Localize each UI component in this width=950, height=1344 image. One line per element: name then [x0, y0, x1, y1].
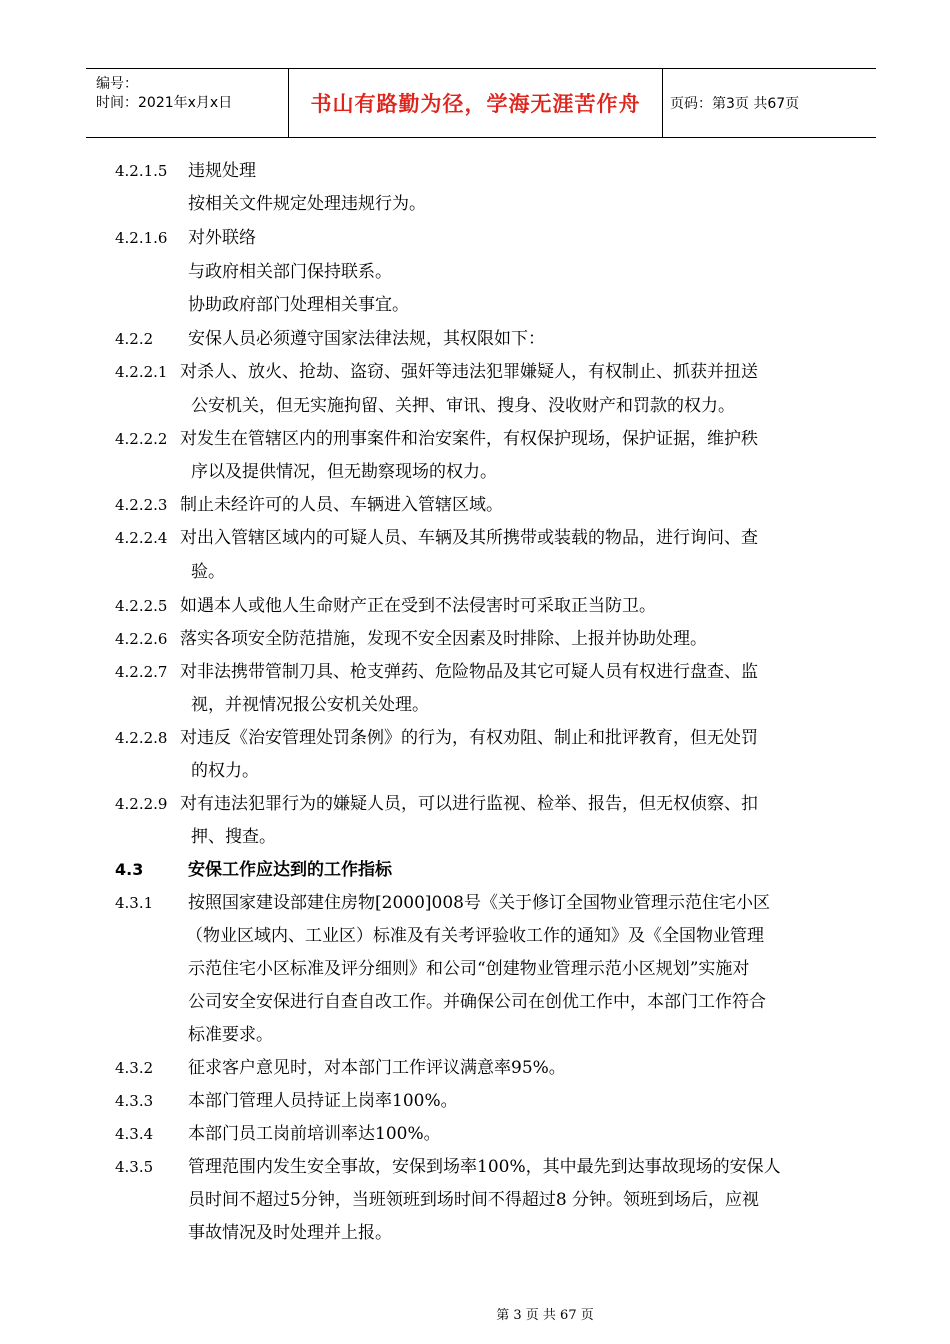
item-text: 对非法携带管制刀具、枪支弹药、危险物品及其它可疑人员有权进行盘查、监 [180, 662, 758, 682]
header-motto: 书山有路勤为径，学海无涯苦作舟 [288, 69, 663, 137]
footer-page-number: 第 3 页 共 67 页 [496, 1308, 594, 1323]
time-label: 时间：2021年x月x日 [96, 95, 233, 111]
item-text: 本部门管理人员持证上岗率100%。 [188, 1091, 458, 1111]
item-continuation: 视，并视情况报公安机关处理。 [191, 695, 429, 715]
item-number: 4.2.2.6 [115, 630, 168, 648]
section-heading: 安保工作应达到的工作指标 [188, 860, 392, 880]
item-text: 对杀人、放火、抢劫、盗窃、强奸等违法犯罪嫌疑人，有权制止、抓获并扭送 [180, 362, 758, 382]
item-number: 4.2.2.1 [115, 363, 168, 381]
item-text: 落实各项安全防范措施，发现不安全因素及时排除、上报并协助处理。 [180, 629, 707, 649]
item-text: 制止未经许可的人员、车辆进入管辖区域。 [180, 495, 503, 515]
item-number: 4.3.4 [115, 1125, 154, 1143]
item-text: 本部门员工岗前培训率达100%。 [188, 1124, 441, 1144]
item-continuation: 事故情况及时处理并上报。 [188, 1223, 392, 1243]
item-continuation: 示范住宅小区标准及评分细则》和公司“创建物业管理示范小区规划”实施对 [188, 959, 750, 979]
item-number: 4.3.1 [115, 894, 154, 912]
page-header [86, 68, 876, 138]
item-text: 对发生在管辖区内的刑事案件和治安案件，有权保护现场，保护证据，维护秩 [180, 429, 758, 449]
item-number: 4.2.2.8 [115, 729, 168, 747]
item-continuation: （物业区域内、工业区）标准及有关考评验收工作的通知》及《全国物业管理 [186, 926, 764, 946]
section-heading: 违规处理 [188, 161, 256, 181]
item-number: 4.3.5 [115, 1158, 154, 1176]
item-text: 按照国家建设部建住房物[2000]008号《关于修订全国物业管理示范住宅小区 [188, 893, 770, 913]
item-text: 管理范围内发生安全事故，安保到场率100%，其中最先到达事故现场的安保人 [188, 1157, 781, 1177]
item-continuation: 验。 [191, 562, 225, 582]
section-number: 4.2.1.6 [115, 229, 168, 247]
item-text: 对违反《治安管理处罚条例》的行为，有权劝阻、制止和批评教育，但无处罚 [180, 728, 758, 748]
header-meta [86, 69, 288, 137]
section-number: 4.2.1.5 [115, 162, 168, 180]
item-text: 如遇本人或他人生命财产正在受到不法侵害时可采取正当防卫。 [180, 596, 656, 616]
item-continuation: 员时间不超过5分钟，当班领班到场时间不得超过8 分钟。领班到场后，应视 [188, 1190, 760, 1210]
item-text: 征求客户意见时，对本部门工作评议满意率95%。 [188, 1058, 566, 1078]
item-number: 4.2.2.3 [115, 496, 168, 514]
item-continuation: 的权力。 [191, 761, 259, 781]
section-number: 4.2.2 [115, 330, 154, 348]
section-number: 4.3 [115, 860, 144, 879]
item-number: 4.2.2.2 [115, 430, 168, 448]
item-number: 4.3.2 [115, 1059, 154, 1077]
item-continuation: 押、搜查。 [191, 827, 276, 847]
item-continuation: 公安机关，但无实施拘留、关押、审讯、搜身、没收财产和罚款的权力。 [191, 396, 735, 416]
item-number: 4.2.2.7 [115, 663, 168, 681]
number-label: 编号： [96, 76, 138, 92]
item-number: 4.3.3 [115, 1092, 154, 1110]
paragraph-line: 按相关文件规定处理违规行为。 [188, 194, 426, 214]
paragraph-line: 协助政府部门处理相关事宜。 [188, 295, 409, 315]
item-continuation: 标准要求。 [188, 1025, 273, 1045]
header-page-info: 页码：第3页 共67页 [670, 96, 800, 112]
item-number: 4.2.2.5 [115, 597, 168, 615]
item-number: 4.2.2.4 [115, 529, 168, 547]
page-footer [0, 1304, 950, 1323]
section-text: 安保人员必须遵守国家法律法规，其权限如下： [188, 329, 545, 349]
section-heading: 对外联络 [188, 228, 256, 248]
paragraph-line: 与政府相关部门保持联系。 [188, 262, 392, 282]
item-continuation: 公司安全安保进行自查自改工作。并确保公司在创优工作中，本部门工作符合 [188, 992, 766, 1012]
item-text: 对出入管辖区域内的可疑人员、车辆及其所携带或装载的物品，进行询问、查 [180, 528, 758, 548]
item-text: 对有违法犯罪行为的嫌疑人员，可以进行监视、检举、报告，但无权侦察、扣 [180, 794, 758, 814]
item-number: 4.2.2.9 [115, 795, 168, 813]
item-continuation: 序以及提供情况，但无勘察现场的权力。 [191, 462, 497, 482]
